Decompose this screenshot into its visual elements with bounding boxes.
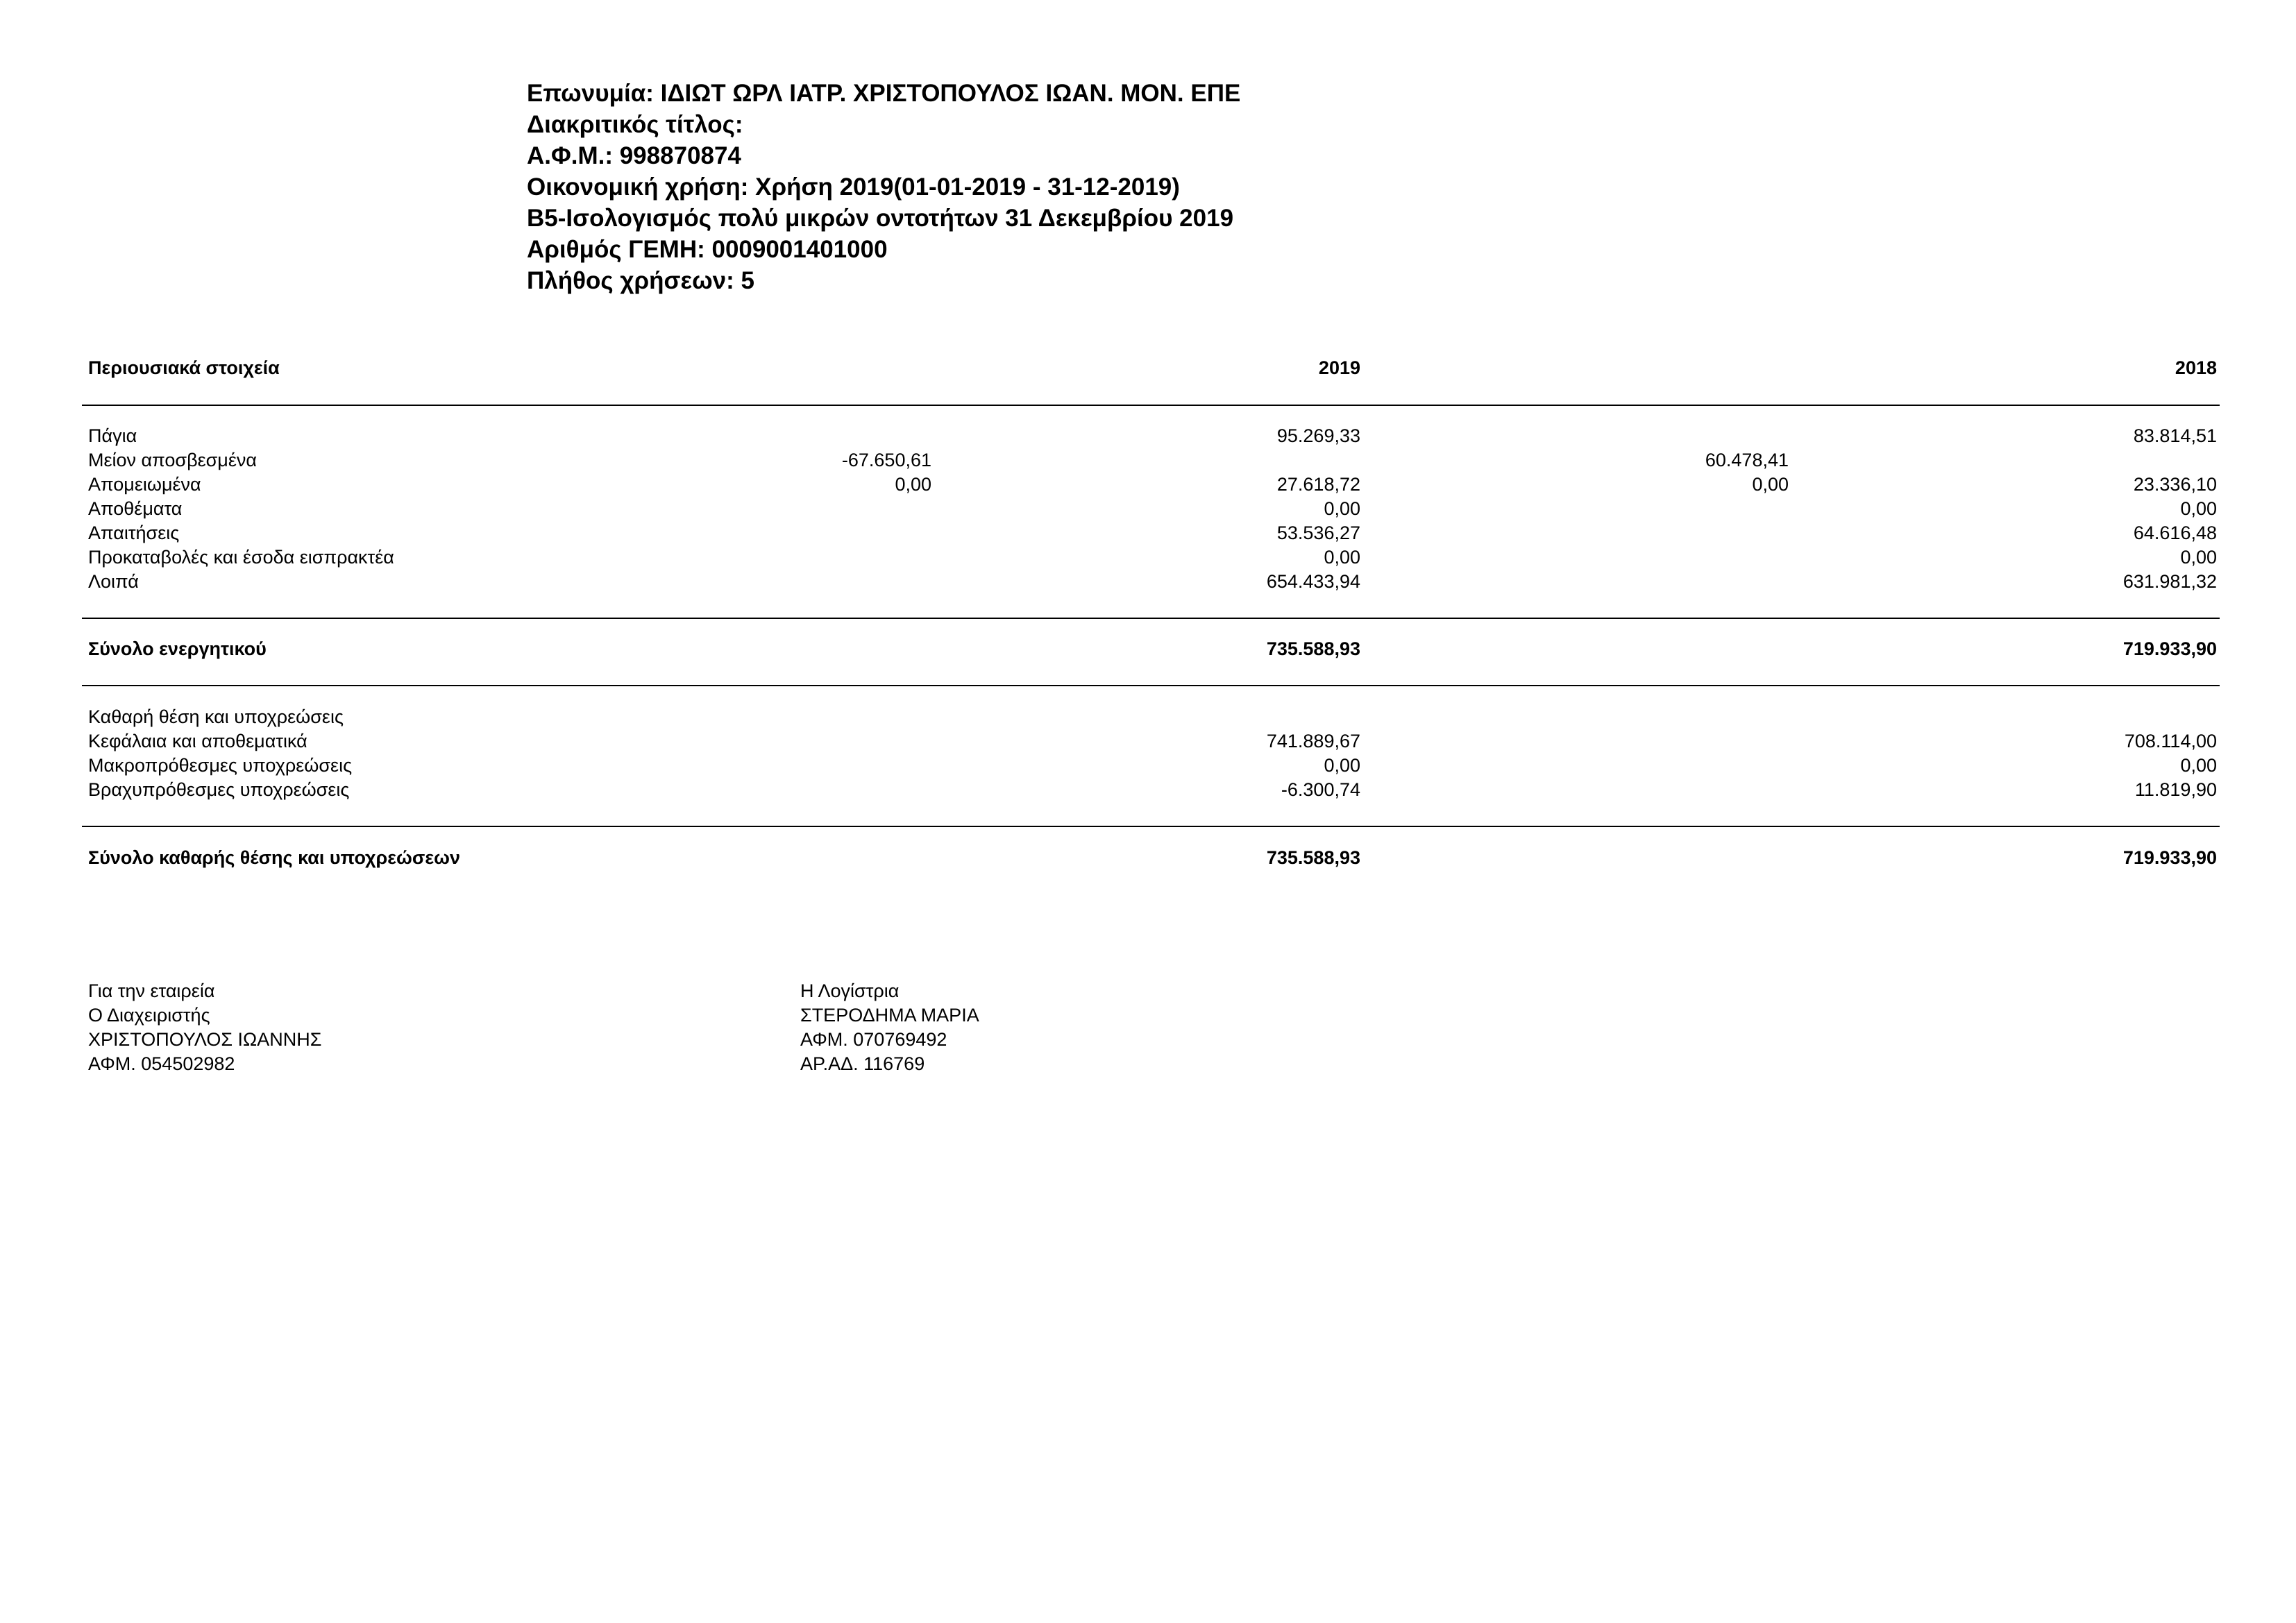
divider <box>82 685 2220 686</box>
signature-line: ΑΦΜ. 070769492 <box>800 1029 947 1050</box>
signature-line: ΧΡΙΣΤΟΠΟΥΛΟΣ ΙΩΑΝΝΗΣ <box>88 1029 322 1050</box>
gemi-number: Αριθμός ΓΕΜΗ: 0009001401000 <box>527 236 888 263</box>
document-header <box>527 78 1240 296</box>
divider <box>82 405 2220 406</box>
table-cell: 708.114,00 <box>2124 731 2217 751</box>
table-row-label: Λοιπά <box>88 571 139 592</box>
table-cell: 60.478,41 <box>1705 450 1789 470</box>
table-cell: 741.889,67 <box>1266 731 1360 751</box>
signature-line: ΑΦΜ. 054502982 <box>88 1053 235 1074</box>
divider <box>82 618 2220 619</box>
table-cell: 0,00 <box>2180 755 2217 776</box>
total-equity-2019: 735.588,93 <box>1266 847 1360 868</box>
table-cell: 11.819,90 <box>2134 779 2217 800</box>
table-row-label: Μείον αποσβεσμένα <box>88 450 258 470</box>
company-name: Επωνυμία: ΙΔΙΩΤ ΩΡΛ ΙΑΤΡ. ΧΡΙΣΤΟΠΟΥΛΟΣ ΙΩΑΝ. ΜΟΝ. ΕΠΕ <box>527 80 1241 107</box>
table-cell: 0,00 <box>1324 498 1360 519</box>
distinctive-title: Διακριτικός τίτλος: <box>527 111 743 138</box>
table-cell: 83.814,51 <box>2133 425 2217 446</box>
table-cell: -67.650,61 <box>841 450 931 470</box>
table-cell: 631.981,32 <box>2122 571 2217 592</box>
table-cell: 95.269,33 <box>1276 425 1360 446</box>
table-cell: 23.336,10 <box>2133 474 2217 495</box>
signature-line: ΑΡ.ΑΔ. 116769 <box>800 1053 925 1074</box>
table-cell: 0,00 <box>1324 755 1360 776</box>
signature-line: ΣΤΕΡΟΔΗΜΑ ΜΑΡΙΑ <box>800 1005 979 1026</box>
total-assets-label: Σύνολο ενεργητικού <box>88 638 267 659</box>
table-row-label: Βραχυπρόθεσμες υποχρεώσεις <box>88 779 350 800</box>
table-row-label: Μακροπρόθεσμες υποχρεώσεις <box>88 755 353 776</box>
table-row-label: Κεφάλαια και αποθεματικά <box>88 731 307 751</box>
table-row-label: Πάγια <box>88 425 137 446</box>
total-equity-2018: 719.933,90 <box>2122 847 2217 868</box>
table-row-label: Απομειωμένα <box>88 474 201 495</box>
table-cell: 0,00 <box>1752 474 1789 495</box>
section-label-assets: Περιουσιακά στοιχεία <box>88 357 280 378</box>
table-row-label: Αποθέματα <box>88 498 183 519</box>
table-cell: -6.300,74 <box>1281 779 1360 800</box>
table-cell: 654.433,94 <box>1266 571 1360 592</box>
table-cell: 0,00 <box>1324 547 1360 568</box>
table-cell: 0,00 <box>2180 498 2217 519</box>
equity-heading: Καθαρή θέση και υποχρεώσεις <box>88 706 344 727</box>
total-assets-2018: 719.933,90 <box>2122 638 2217 659</box>
table-cell: 0,00 <box>895 474 931 495</box>
signature-line: Για την εταιρεία <box>88 980 215 1001</box>
table-cell: 64.616,48 <box>2133 522 2217 543</box>
fiscal-year: Οικονομική χρήση: Χρήση 2019(01-01-2019 - 31-12-2019) <box>527 173 1180 201</box>
tax-id: Α.Φ.Μ.: 998870874 <box>527 142 741 169</box>
report-title: Β5-Ισολογισμός πολύ μικρών οντοτήτων 31 Δεκεμβρίου 2019 <box>527 205 1234 232</box>
table-cell: 0,00 <box>2180 547 2217 568</box>
signature-line: Η Λογίστρια <box>800 980 900 1001</box>
table-cell: 53.536,27 <box>1276 522 1360 543</box>
table-row-label: Απαιτήσεις <box>88 522 180 543</box>
table-cell: 27.618,72 <box>1276 474 1360 495</box>
table-row-label: Προκαταβολές και έσοδα εισπρακτέα <box>88 547 394 568</box>
total-equity-label: Σύνολο καθαρής θέσης και υποχρεώσεων <box>88 847 460 868</box>
fiscal-years-count: Πλήθος χρήσεων: 5 <box>527 267 754 294</box>
signature-line: Ο Διαχειριστής <box>88 1005 210 1026</box>
column-header-2019: 2019 <box>1318 357 1360 378</box>
total-assets-2019: 735.588,93 <box>1266 638 1360 659</box>
divider <box>82 826 2220 827</box>
column-header-2018: 2018 <box>2175 357 2217 378</box>
